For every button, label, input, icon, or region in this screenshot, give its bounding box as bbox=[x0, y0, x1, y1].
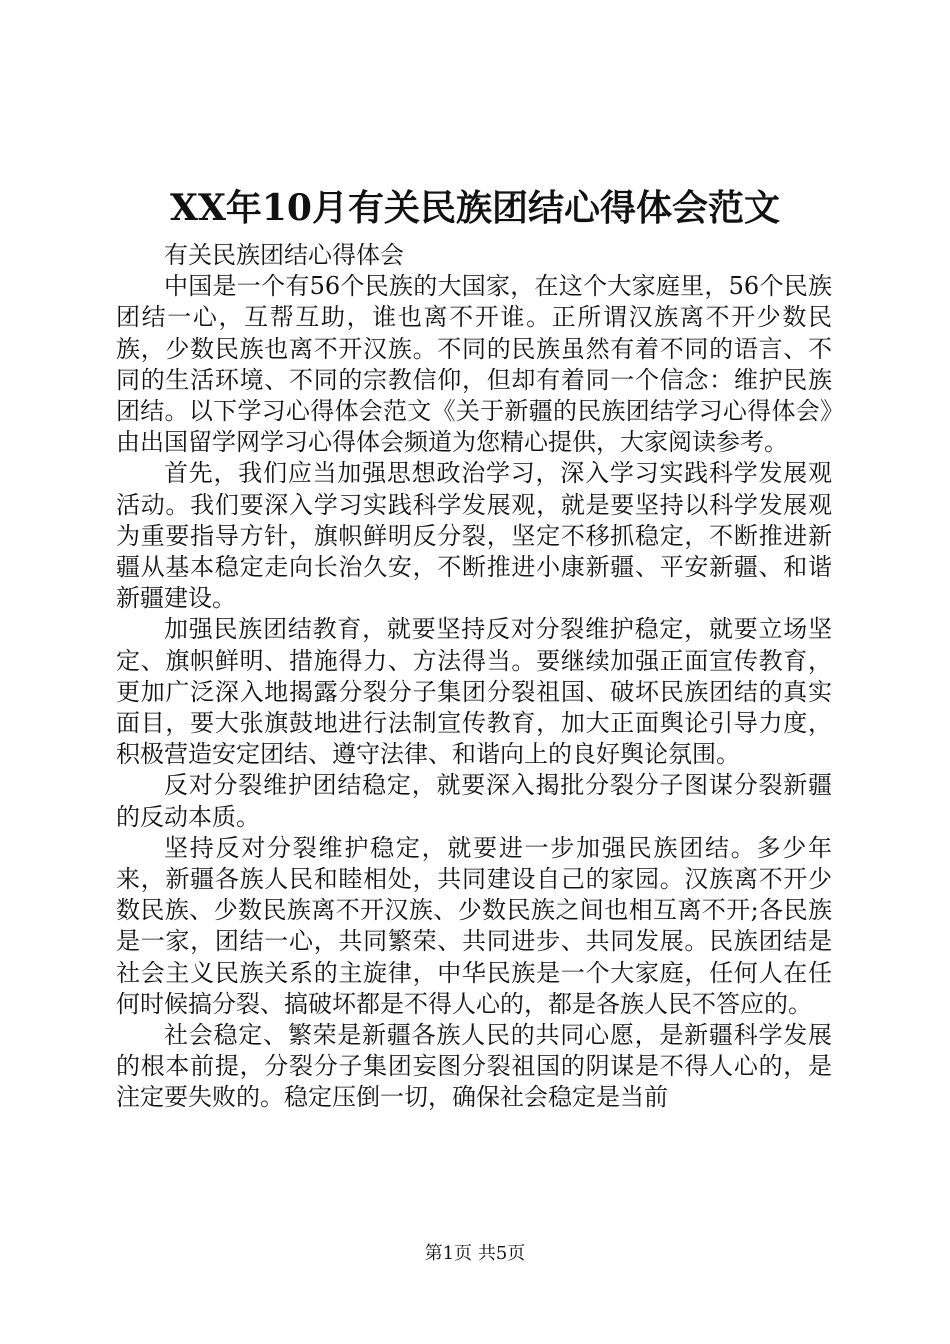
paragraph: 加强民族团结教育，就要坚持反对分裂维护稳定，就要立场坚定、旗帜鲜明、措施得力、方法得当。要继续加强正面宣传教育，更加广泛深入地揭露分裂分子集团分裂祖国、破坏民族团结的真实面目，要大张旗鼓地进行法制宣传教育，加大正面舆论引导力度，积极营造安定团结、遵守法律、和谐向上的良好舆论氛围。 bbox=[116, 615, 832, 769]
document-title: XX年10月有关民族团结心得体会范文 bbox=[170, 187, 780, 229]
page-number: 第1页 共5页 bbox=[424, 1243, 526, 1264]
paragraph: 社会稳定、繁荣是新疆各族人民的共同心愿，是新疆科学发展的根本前提，分裂分子集团妄图分裂祖国的阴谋是不得人心的，是注定要失败的。稳定压倒一切，确保社会稳定是当前 bbox=[116, 1021, 832, 1112]
paragraph: 首先，我们应当加强思想政治学习，深入学习实践科学发展观活动。我们要深入学习实践科学发展观，就是要坚持以科学发展观为重要指导方针，旗帜鲜明反分裂，坚定不移抓稳定，不断推进新疆从基本稳定走向长治久安，不断推进小康新疆、平安新疆、和谐新疆建设。 bbox=[116, 459, 832, 613]
document-subtitle: 有关民族团结心得体会 bbox=[164, 241, 404, 269]
paragraph: 中国是一个有56个民族的大国家，在这个大家庭里，56个民族团结一心，互帮互助，谁也离不开谁。正所谓汉族离不开少数民族，少数民族也离不开汉族。不同的民族虽然有着不同的语言、不同的生活环境、不同的宗教信仰，但却有着同一个信念：维护民族团结。以下学习心得体会范文《关于新疆的民族团结学习心得体会》由出国留学网学习心得体会频道为您精心提供，大家阅读参考。 bbox=[116, 272, 832, 457]
paragraph: 坚持反对分裂维护稳定，就要进一步加强民族团结。多少年来，新疆各族人民和睦相处，共同建设自己的家园。汉族离不开少数民族、少数民族离不开汉族、少数民族之间也相互离不开;各民族是一家，团结一心，共同繁荣、共同进步、共同发展。民族团结是社会主义民族关系的主旋律，中华民族是一个大家庭，任何人在任何时候搞分裂、搞破坏都是不得人心的，都是各族人民不答应的。 bbox=[116, 833, 832, 1018]
document-body bbox=[116, 240, 832, 1114]
paragraph: 反对分裂维护团结稳定，就要深入揭批分裂分子图谋分裂新疆的反动本质。 bbox=[116, 771, 832, 831]
